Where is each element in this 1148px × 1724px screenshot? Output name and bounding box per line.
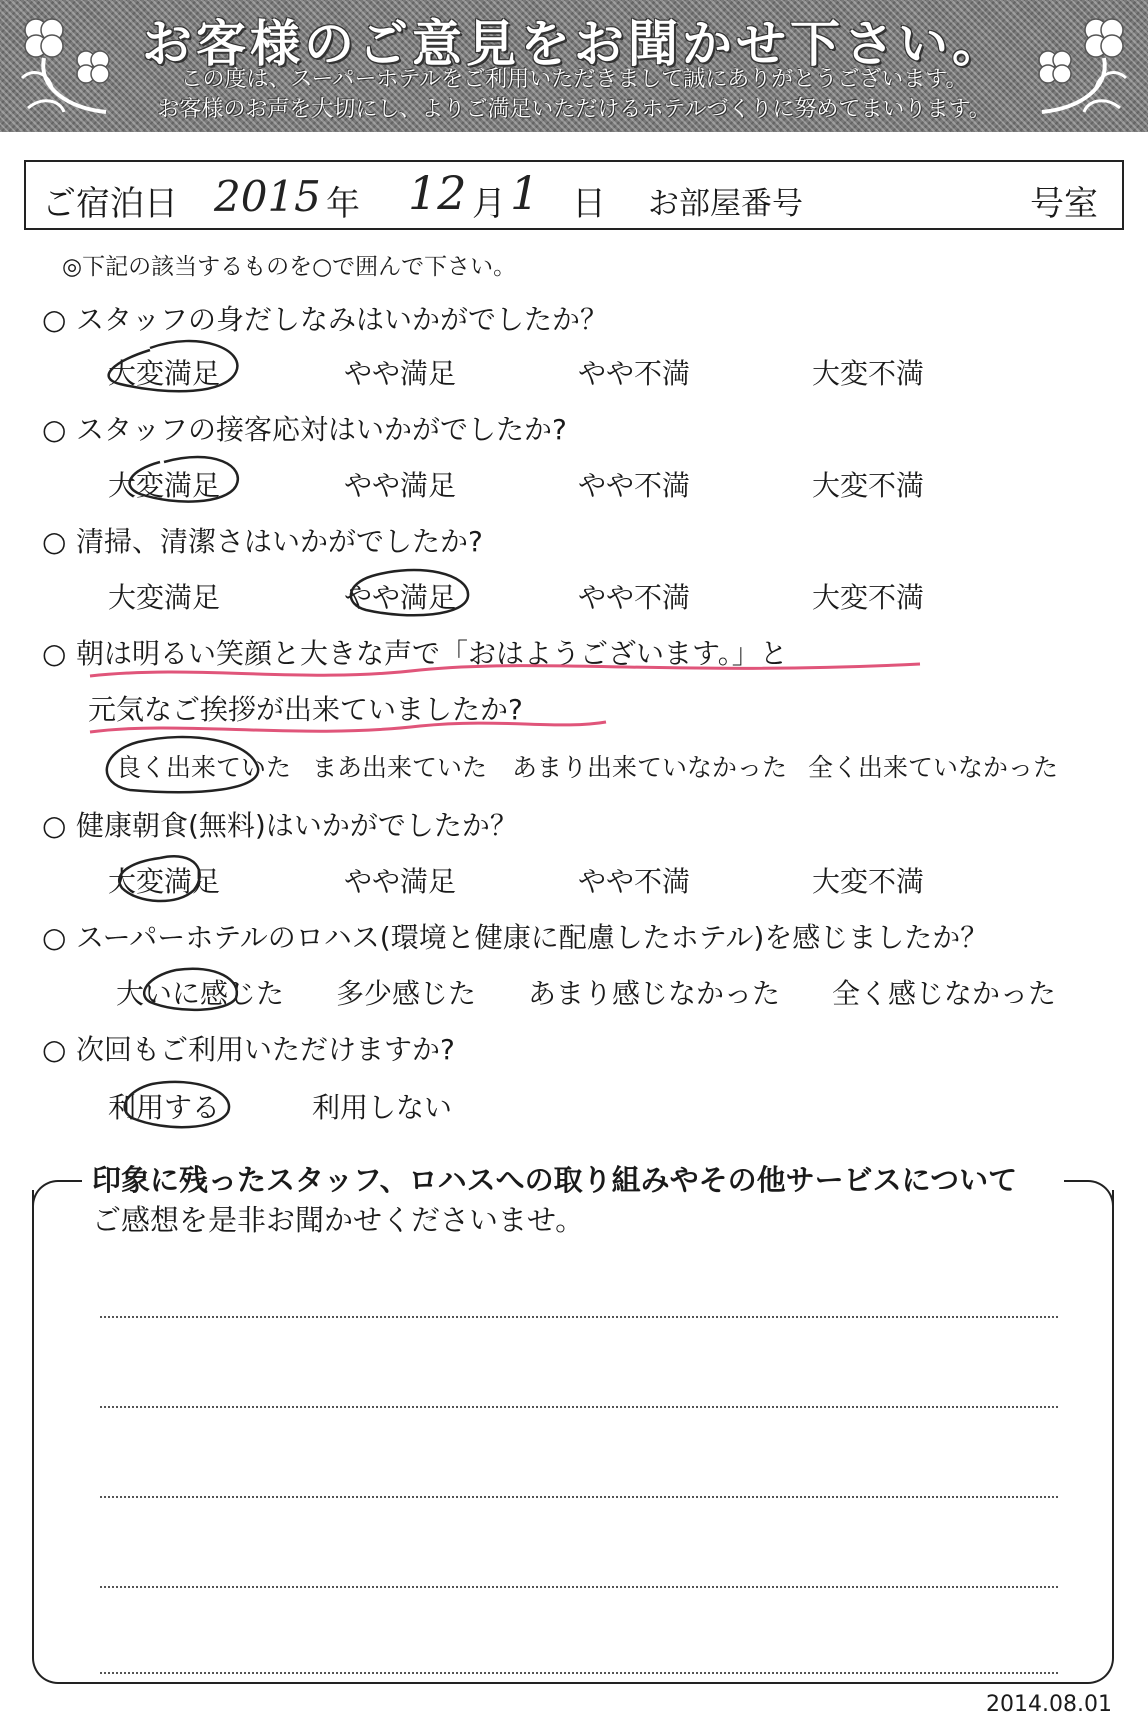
q4-option-1[interactable]: 良く出来ていた [116,753,292,782]
question-1: ○ スタッフの身だしなみはいかがでしたか？ [42,303,609,336]
q2-option-2[interactable]: やや満足 [344,469,457,502]
year-label: 年 [326,184,360,224]
question-7: ○ 次回もご利用いただけますか? [42,1033,455,1066]
q5-option-1[interactable]: 大変満足 [108,865,221,898]
q3-option-4[interactable]: 大変不満 [812,581,925,614]
q6-option-4[interactable]: 全く感じなかった [832,977,1057,1010]
question-text-line1: 朝は明るい笑顔と大きな声で「おはようございます。」と [76,637,788,670]
comment-line[interactable] [100,1496,1058,1498]
q3-option-3[interactable]: やや不満 [578,581,691,614]
comment-line[interactable] [100,1672,1058,1674]
q4-option-2[interactable]: まあ出来ていた [312,753,488,782]
comment-heading: 印象に残ったスタッフ、ロハスへの取り組みやその他サービスについて [92,1163,1018,1197]
day-label: 日 [572,184,606,224]
question-6: ○ スーパーホテルのロハス(環境と健康に配慮したホテル)を感じましたか？ [42,921,989,954]
question-text: 次回もご利用いただけますか? [76,1033,455,1066]
comment-box [32,1190,1114,1684]
question-2: ○ スタッフの接客応対はいかがでしたか? [42,413,567,446]
stay-month-field[interactable]: 12 [408,166,467,220]
room-number-label: お部屋番号 [648,186,803,222]
stay-year-field[interactable]: 2015 [214,172,321,221]
q7-option-1[interactable]: 利用する [108,1091,221,1124]
question-text: スーパーホテルのロハス(環境と健康に配慮したホテル)を感じましたか？ [76,921,989,954]
q5-option-3[interactable]: やや不満 [578,865,691,898]
q1-option-4[interactable]: 大変不満 [812,357,925,390]
q4-option-3[interactable]: あまり出来ていなかった [512,753,788,782]
comment-line[interactable] [100,1316,1058,1318]
question-3: ○ 清掃、清潔さはいかがでしたか? [42,525,483,558]
q7-option-2[interactable]: 利用しない [312,1091,453,1124]
q1-option-3[interactable]: やや不満 [578,357,691,390]
q6-option-2[interactable]: 多少感じた [336,977,477,1010]
question-text: スタッフの接客応対はいかがでしたか? [76,413,567,446]
stay-date-label: ご宿泊日 [42,184,178,224]
q3-option-2[interactable]: やや満足 [344,581,457,614]
q6-option-1[interactable]: 大いに感じた [116,977,285,1010]
question-4: ○ 朝は明るい笑顔と大きな声で「おはようございます。」と [42,637,788,670]
q2-option-3[interactable]: やや不満 [578,469,691,502]
stay-day-field[interactable]: 1 [510,166,540,220]
question-text: 健康朝食(無料)はいかがでしたか？ [76,809,518,842]
q4-option-4[interactable]: 全く出来ていなかった [808,753,1059,782]
question-text-line2: 元気なご挨拶が出来ていましたか? [88,693,523,726]
question-text: スタッフの身だしなみはいかがでしたか？ [76,303,609,336]
q5-option-2[interactable]: やや満足 [344,865,457,898]
q1-option-1[interactable]: 大変満足 [108,357,221,390]
thanks-line: この度は、スーパーホテルをご利用いただきまして誠にありがとうございます。 [180,67,968,92]
comment-subheading: ご感想を是非お聞かせくださいませ。 [92,1203,585,1237]
q1-option-2[interactable]: やや満足 [344,357,457,390]
q2-option-1[interactable]: 大変満足 [108,469,221,502]
question-text: 清掃、清潔さはいかがでしたか? [76,525,483,558]
month-label: 月 [472,184,506,224]
q2-option-4[interactable]: 大変不満 [812,469,925,502]
comment-line[interactable] [100,1406,1058,1408]
clover-ornament-icon [1030,8,1140,124]
header-banner [0,0,1148,132]
commitment-line: お客様のお声を大切にし、よりご満足いただけるホテルづくりに努めてまいります。 [157,97,991,122]
survey-title: お客様のご意見をお聞かせ下さい。 [142,15,1006,73]
instruction-text: ◎下記の該当するものを○で囲んで下さい。 [62,254,517,280]
form-version-date: 2014.08.01 [986,1692,1112,1717]
q3-option-1[interactable]: 大変満足 [108,581,221,614]
stay-info-box [24,160,1124,230]
q6-option-3[interactable]: あまり感じなかった [528,977,781,1010]
room-suffix-label: 号室 [1030,184,1098,224]
comment-line[interactable] [100,1586,1058,1588]
q5-option-4[interactable]: 大変不満 [812,865,925,898]
question-5: ○ 健康朝食(無料)はいかがでしたか？ [42,809,518,842]
